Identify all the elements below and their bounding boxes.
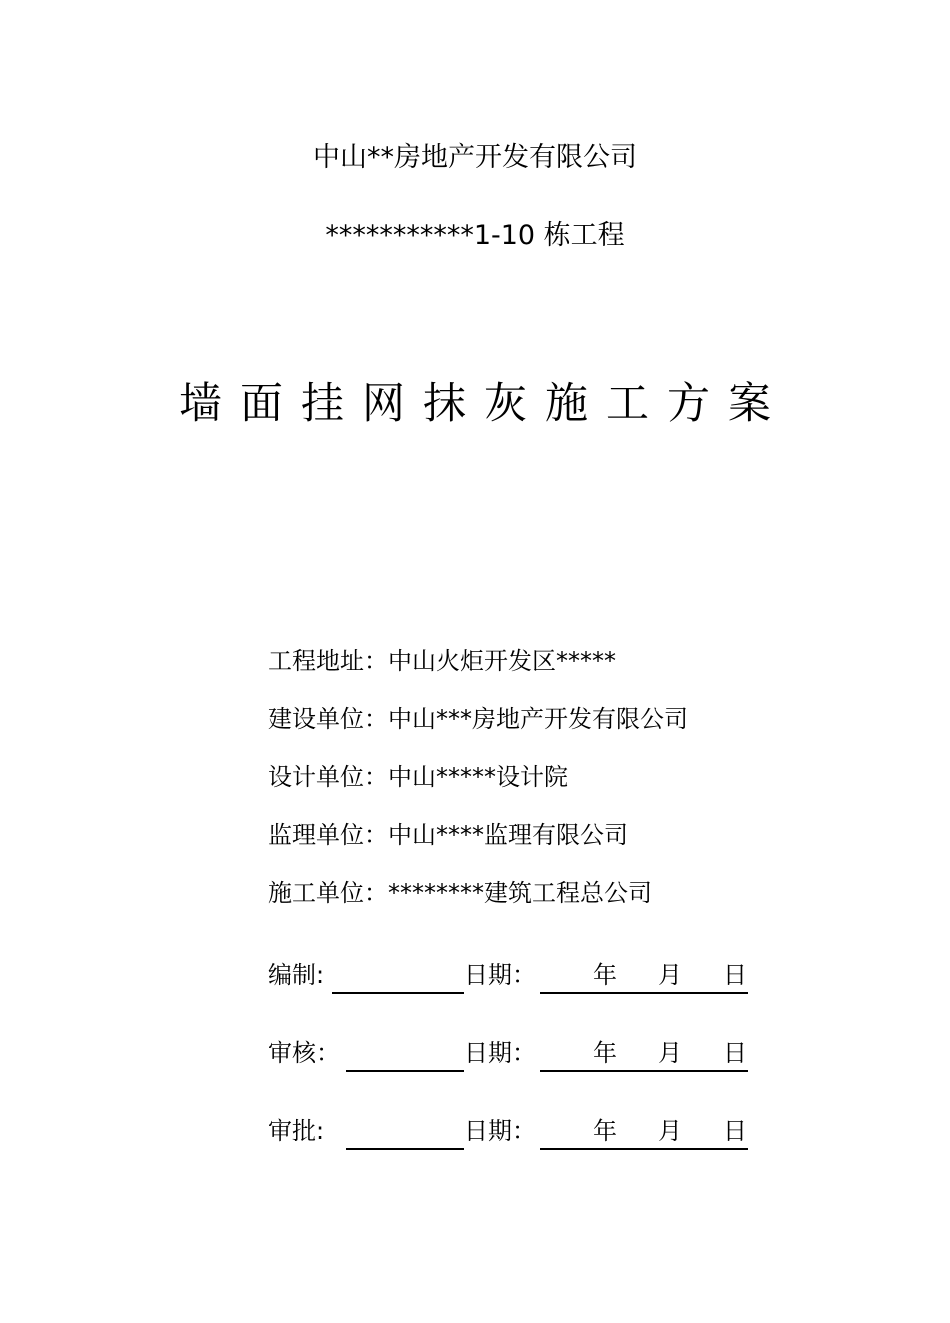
year-label: 年	[593, 1039, 617, 1067]
info-value: 中山***房地产开发有限公司	[388, 705, 688, 733]
day-label: 日	[723, 1117, 747, 1145]
project-name: ***********1-10 栋工程	[325, 220, 625, 251]
document-title: 墙面挂网抹灰施工方案	[179, 379, 789, 429]
date-blank[interactable]	[540, 1070, 748, 1072]
signature-blank[interactable]	[346, 1070, 464, 1072]
date-blank[interactable]	[540, 1148, 748, 1150]
day-label: 日	[723, 1039, 747, 1067]
info-label: 工程地址：	[268, 647, 388, 675]
info-value: 中山*****设计院	[388, 763, 568, 791]
info-label: 监理单位：	[268, 821, 388, 849]
info-value: 中山****监理有限公司	[388, 821, 628, 849]
project-info	[268, 643, 688, 933]
signoff-row-prepared	[268, 958, 748, 998]
info-row-contractor	[268, 875, 688, 933]
signoff-role: 编制:	[268, 961, 325, 989]
signoff-role: 审批:	[268, 1117, 325, 1145]
company-name: 中山**房地产开发有限公司	[313, 142, 637, 173]
info-row-designer	[268, 759, 688, 817]
year-label: 年	[593, 961, 617, 989]
info-row-address	[268, 643, 688, 701]
date-label: 日期：	[464, 1039, 536, 1067]
info-row-owner	[268, 701, 688, 759]
info-value: ********建筑工程总公司	[388, 879, 652, 907]
signoff-role: 审核：	[268, 1039, 340, 1067]
signoff-row-reviewed	[268, 1036, 748, 1076]
month-label: 月	[658, 1039, 682, 1067]
info-label: 建设单位：	[268, 705, 388, 733]
signature-blank[interactable]	[346, 1148, 464, 1150]
date-blank[interactable]	[540, 992, 748, 994]
day-label: 日	[723, 961, 747, 989]
month-label: 月	[658, 1117, 682, 1145]
signoff-row-approved	[268, 1114, 748, 1154]
month-label: 月	[658, 961, 682, 989]
info-row-supervisor	[268, 817, 688, 875]
date-label: 日期：	[464, 961, 536, 989]
year-label: 年	[593, 1117, 617, 1145]
signature-blank[interactable]	[332, 992, 464, 994]
info-value: 中山火炬开发区*****	[388, 647, 616, 675]
info-label: 施工单位：	[268, 879, 388, 907]
date-label: 日期：	[464, 1117, 536, 1145]
info-label: 设计单位：	[268, 763, 388, 791]
